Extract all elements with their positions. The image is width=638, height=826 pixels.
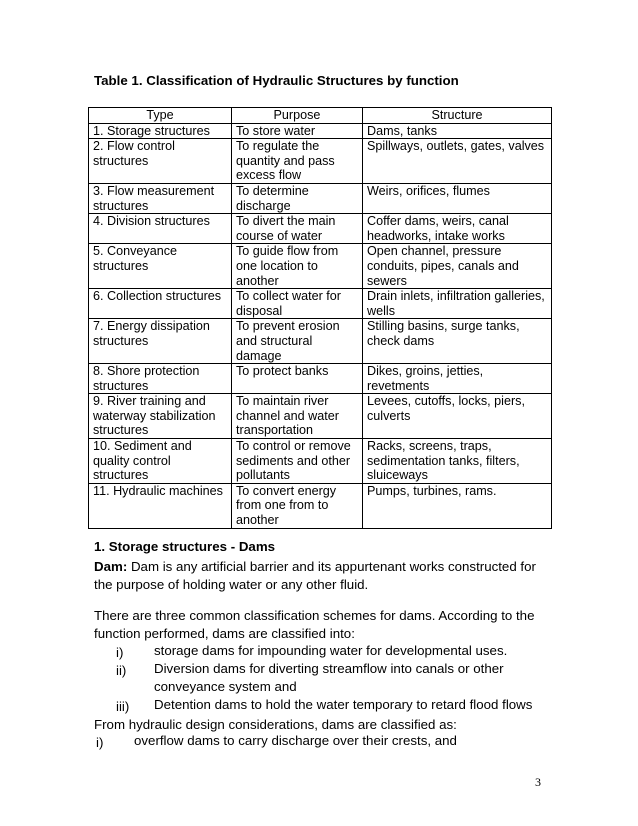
header-structure: Structure [363,108,552,124]
dam-term: Dam: [94,559,128,574]
cell-type: 5. Conveyance structures [89,244,232,289]
list-item: Detention dams to hold the water temporary to retard flood flows [154,697,533,712]
cell-type: 4. Division structures [89,214,232,244]
cell-structure: Spillways, outlets, gates, valves [363,139,552,184]
cell-purpose: To store water [232,123,363,139]
cell-structure: Dams, tanks [363,123,552,139]
cell-structure: Levees, cutoffs, locks, piers, culverts [363,394,552,439]
cell-structure: Drain inlets, infiltration galleries, wells [363,289,552,319]
list-number: ii) [116,663,127,678]
dam-definition-text: Dam is any artificial barrier and its appurtenant works constructed for the purpose of holding water or any other fluid. [94,559,536,592]
list-number: iii) [116,699,130,714]
table-row [89,364,552,394]
cell-type: 3. Flow measurement structures [89,183,232,213]
page-number: 3 [535,775,541,789]
cell-structure: Coffer dams, weirs, canal headworks, intake works [363,214,552,244]
cell-purpose: To collect water for disposal [232,289,363,319]
cell-structure: Open channel, pressure conduits, pipes, canals and sewers [363,244,552,289]
table-row [89,289,552,319]
table-header-row [89,108,552,124]
cell-type: 11. Hydraulic machines [89,483,232,528]
cell-structure: Weirs, orifices, flumes [363,183,552,213]
cell-type: 7. Energy dissipation structures [89,319,232,364]
table-row [89,139,552,184]
table-row [89,319,552,364]
cell-purpose: To regulate the quantity and pass excess flow [232,139,363,184]
cell-type: 6. Collection structures [89,289,232,319]
table-row [89,123,552,139]
cell-type: 1. Storage structures [89,123,232,139]
cell-purpose: To divert the main course of water [232,214,363,244]
cell-structure: Stilling basins, surge tanks, check dams [363,319,552,364]
cell-structure: Pumps, turbines, rams. [363,483,552,528]
hydraulic-intro: From hydraulic design considerations, dams are classified as: [94,717,457,732]
cell-purpose: To protect banks [232,364,363,394]
classification-table [88,107,552,529]
list-item: Diversion dams for diverting streamflow into canals or other conveyance system and [154,661,504,694]
cell-type: 9. River training and waterway stabilization structures [89,394,232,439]
header-type: Type [89,108,232,124]
cell-type: 10. Sediment and quality control structures [89,439,232,484]
table-row [89,183,552,213]
cell-purpose: To maintain river channel and water transportation [232,394,363,439]
table-row [89,214,552,244]
table-row [89,483,552,528]
cell-purpose: To control or remove sediments and other pollutants [232,439,363,484]
cell-purpose: To guide flow from one location to another [232,244,363,289]
cell-structure: Racks, screens, traps, sedimentation tanks, filters, sluiceways [363,439,552,484]
dam-definition [94,558,544,594]
list-number: i) [116,645,124,660]
list-item: overflow dams to carry discharge over their crests, and [134,733,457,748]
section-heading: 1. Storage structures - Dams [94,539,276,554]
list-number: i) [96,735,104,750]
table-row [89,244,552,289]
header-purpose: Purpose [232,108,363,124]
cell-purpose: To determine discharge [232,183,363,213]
cell-structure: Dikes, groins, jetties, revetments [363,364,552,394]
table-caption: Table 1. Classification of Hydraulic Structures by function [94,73,459,88]
cell-purpose: To prevent erosion and structural damage [232,319,363,364]
list-item: storage dams for impounding water for developmental uses. [154,643,508,658]
schemes-intro: There are three common classification schemes for dams. According to the function performed, dams are classified into: [94,608,535,641]
cell-type: 2. Flow control structures [89,139,232,184]
table-row [89,394,552,439]
cell-purpose: To convert energy from one from to another [232,483,363,528]
cell-type: 8. Shore protection structures [89,364,232,394]
table-row [89,439,552,484]
